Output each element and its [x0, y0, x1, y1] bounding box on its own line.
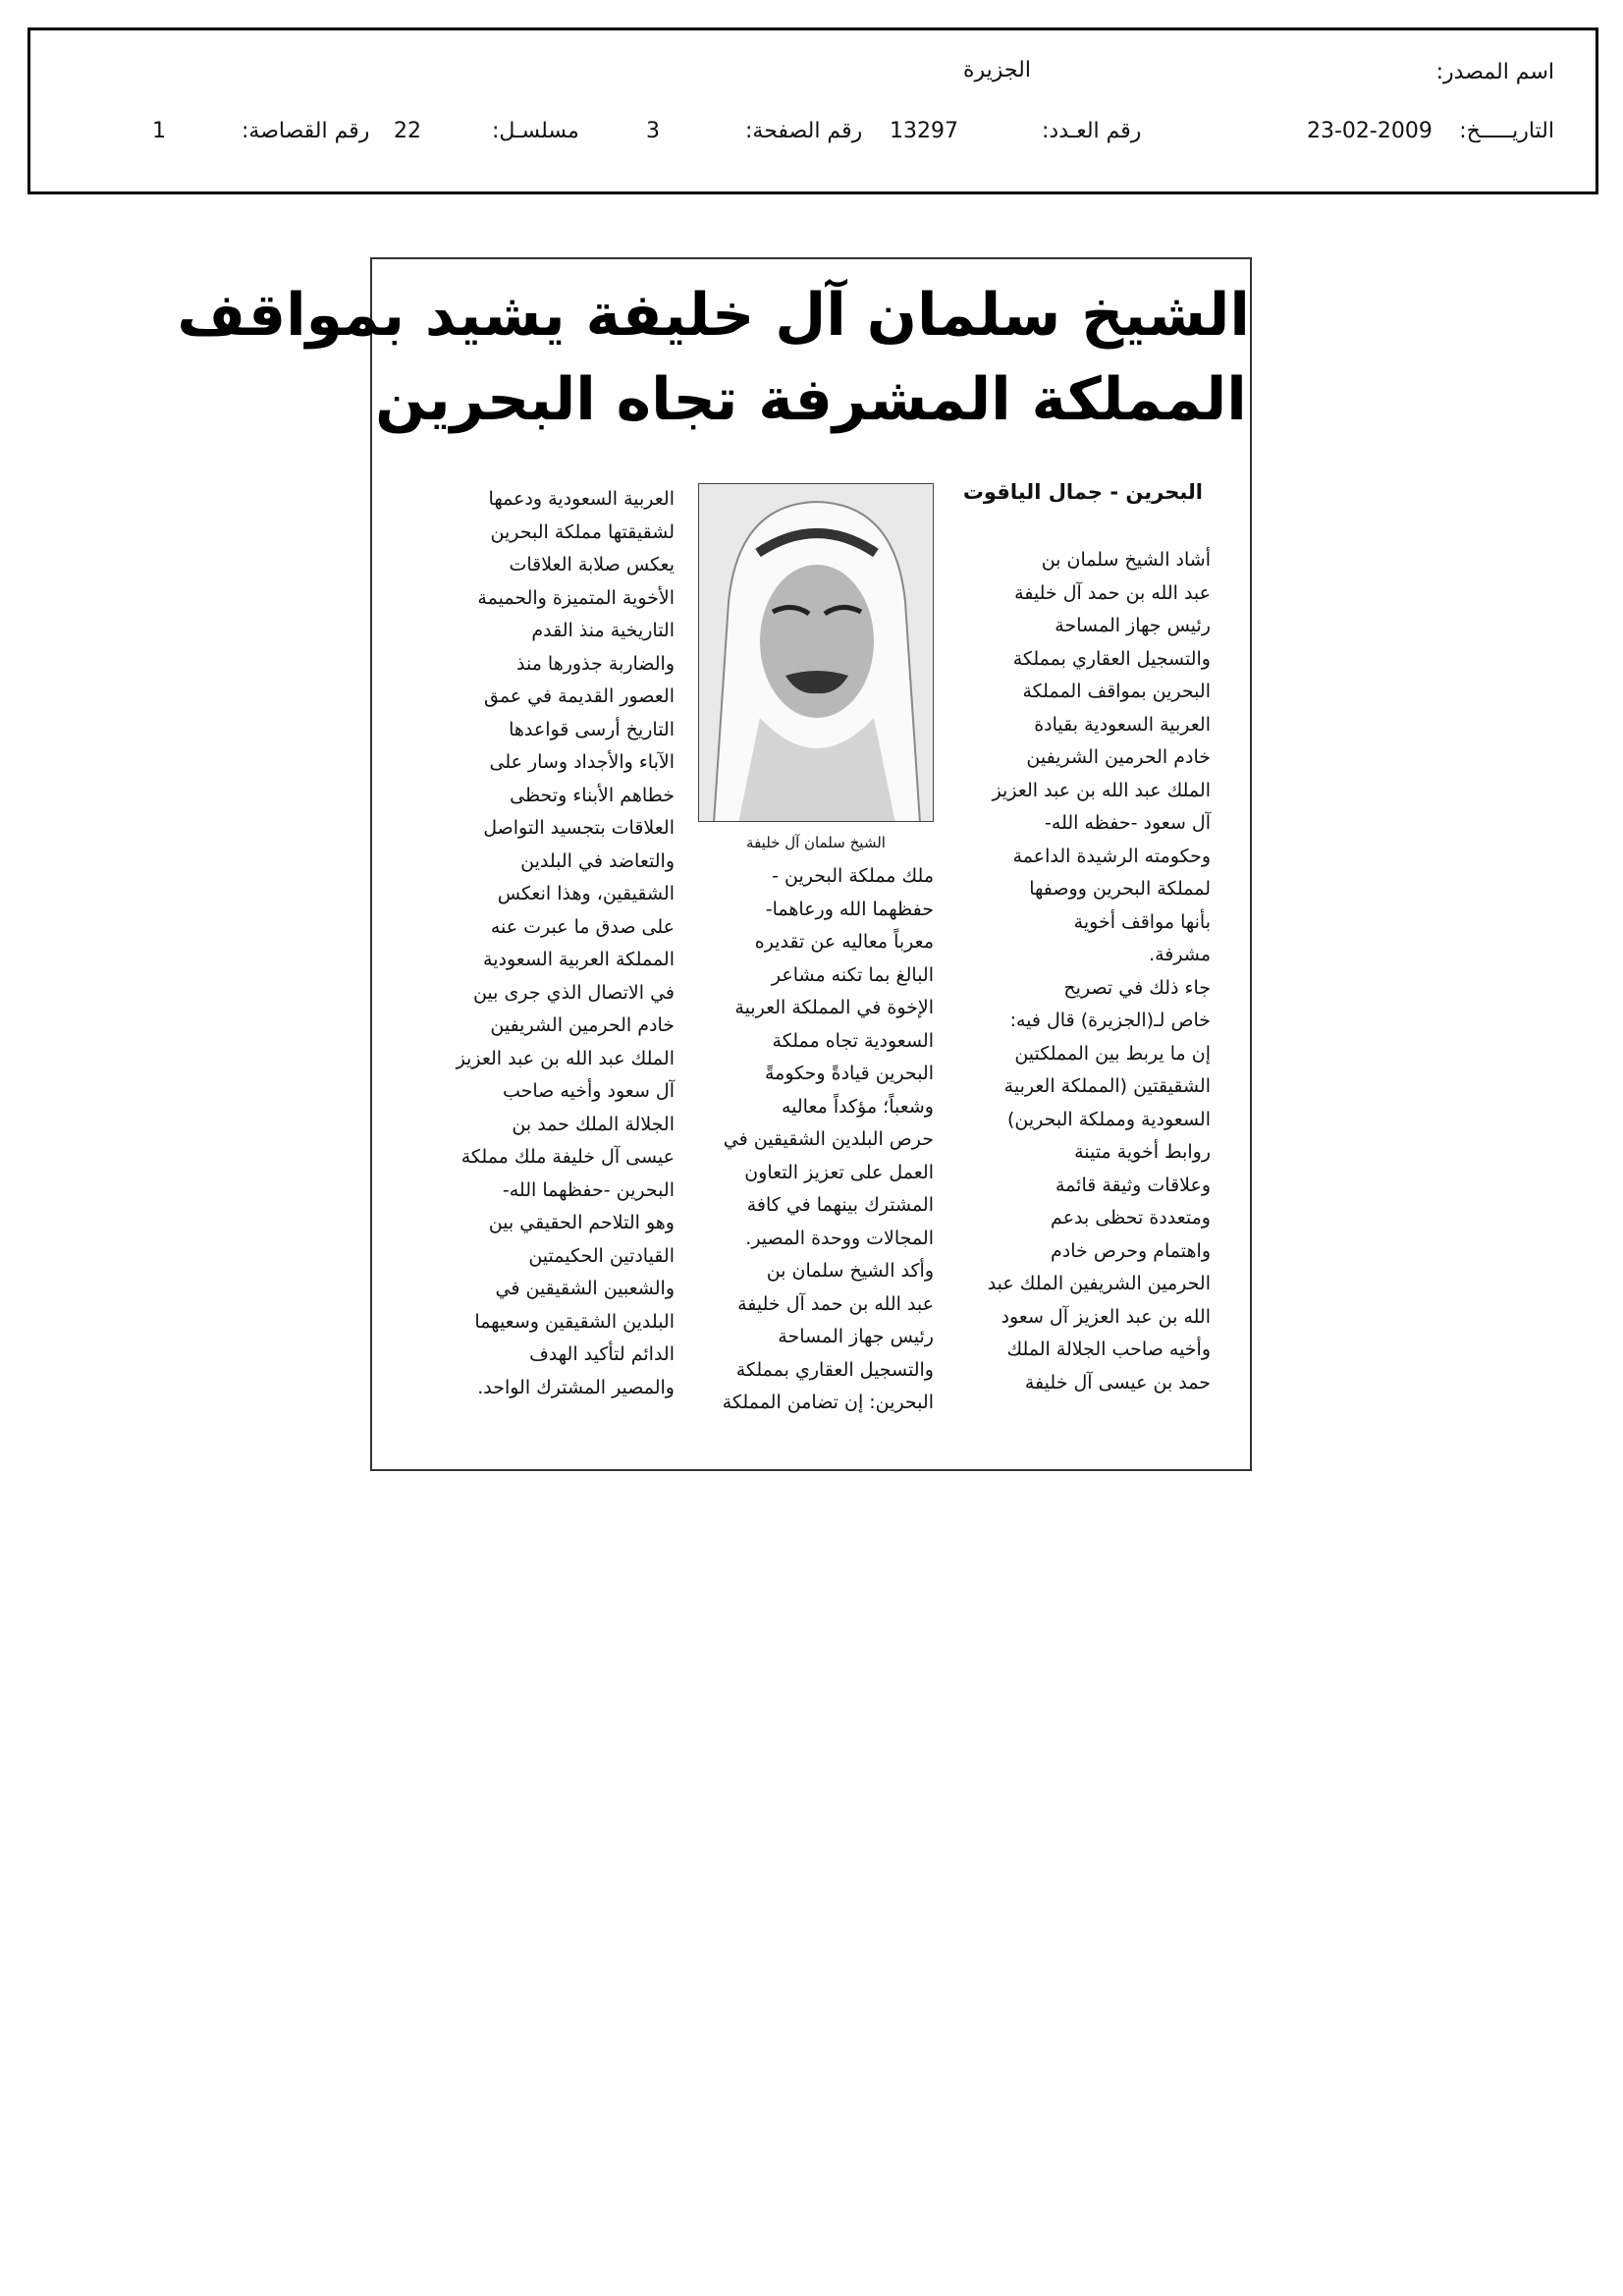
clip-value: 1 [152, 119, 166, 143]
article-column-right: أشاد الشيخ سلمان بن عبد الله بن حمد آل خليفة رئيس جهاز المساحة والتسجيل العقاري بمملكة البحرين بمواقف المملكة العربية السعودية بقيادة خادم الحرمين الشريفين الملك عبد الله بن عبد العزيز آل سعود -حفظه الله- وحكومته الرشيدة الداعمة لمملكة البحرين ووصفها بأنها مواقف أخوية مشرفة. جاء ذلك في تصريح خاص لـ(الجزيرة) قال فيه: إن ما يربط بين المملكتين الشقيقتين (المملكة العربية السعودية ومملكة البحرين) روابط أخوية متينة وعلاقات وثيقة قائمة ومتعددة تحظى بدعم واهتمام وحرص خادم الحرمين الشريفين الملك عبد الله بن عبد العزيز آل سعود وأخيه صاحب الجلالة الملك حمد بن عيسى آل خليفة [987, 549, 1211, 1394]
portrait-image [699, 484, 934, 822]
serial-label: مسلسـل: [492, 119, 579, 143]
header-box [27, 27, 1598, 194]
source-label: اسم المصدر: [1435, 60, 1554, 84]
page-label: رقم الصفحة: [745, 119, 863, 143]
newspaper-clipping [177, 257, 1252, 1471]
serial-value: 22 [394, 119, 421, 143]
source-value: الجزيرة [963, 58, 1031, 82]
byline: البحرين - جمال الياقوت [962, 480, 1203, 504]
clip-label: رقم القصاصة: [242, 119, 370, 143]
headline-line-1: الشيخ سلمان آل خليفة يشيد بمواقف [177, 281, 1250, 350]
issue-label: رقم العـدد: [1042, 119, 1142, 143]
photo-caption: الشيخ سلمان آل خليفة [746, 834, 886, 851]
headline-line-2: المملكة المشرفة تجاه البحرين [375, 365, 1247, 434]
page-value: 3 [646, 119, 660, 143]
portrait-photo [698, 483, 934, 822]
date-label: التاريـــــخ: [1459, 119, 1554, 143]
article-column-left: العربية السعودية ودعمها لشقيقتها مملكة البحرين يعكس صلابة العلاقات الأخوية المتميزة والحميمة التاريخية منذ القدم والضاربة جذورها منذ العصور القديمة في عمق التاريخ أرسى قواعدها الآباء والأجداد وسار على خطاهم الأبناء وتحظى العلاقات بتجسيد التواصل والتعاضد في البلدين الشقيقين، وهذا انعكس على صدق ما عبرت عنه المملكة العربية السعودية في الاتصال الذي جرى بين خادم الحرمين الشريفين الملك عبد الله بن عبد العزيز آل سعود وأخيه صاحب الجلالة الملك حمد بن عيسى آل خليفة ملك مملكة البحرين -حفظهما الله- وهو التلاحم الحقيقي بين القيادتين الحكيمتين والشعبين الشقيقين في البلدين الشقيقين وسعيهما الدائم لتأكيد الهدف والمصير المشترك الواحد. [456, 488, 675, 1398]
date-value: 23-02-2009 [1307, 119, 1433, 143]
article-column-middle: ملك مملكة البحرين - حفظهما الله ورعاهما- معرباً معاليه عن تقديره البالغ بما تكنه مشاعر الإخوة في المملكة العربية السعودية تجاه مملكة البحرين قيادةً وحكومةً وشعباً؛ مؤكداً معاليه حرص البلدين الشقيقين في العمل على تعزيز التعاون المشترك بينهما في كافة المجالات ووحدة المصير. وأكد الشيخ سلمان بن عبد الله بن حمد آل خليفة رئيس جهاز المساحة والتسجيل العقاري بمملكة البحرين: إن تضامن المملكة [722, 865, 934, 1413]
issue-value: 13297 [890, 119, 958, 143]
